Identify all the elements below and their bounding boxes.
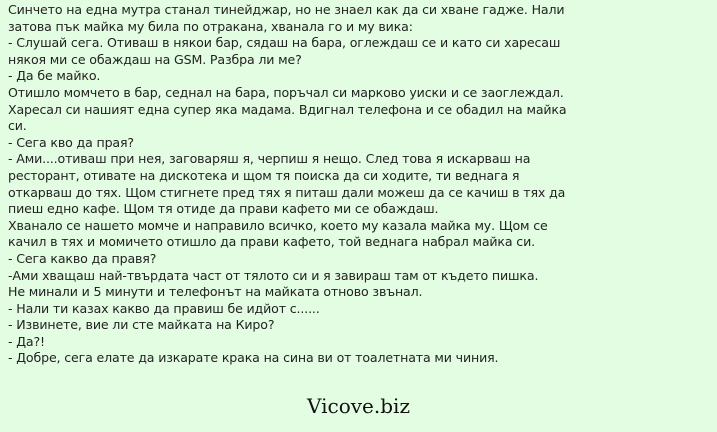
text-line: - Да бе майко.: [8, 68, 101, 84]
text-line: - Слушай сега. Отиваш в някои бар, сядаш на бара, оглеждаш се и като си харесаш: [8, 35, 561, 51]
text-line: Синчето на една мутра станал тинейджар, но не знаел как да си хване гадже. Нали: [8, 2, 565, 17]
text-line: - Добре, сега елате да изкарате крака на сина ви от тоалетната ми чиния.: [8, 350, 499, 366]
text-line: - Сега какво да правя?: [8, 250, 157, 266]
text-line: ресторант, отивате на дискотека и щом тя поиска да си ходите, ти веднага я: [8, 167, 520, 183]
text-line: затова пък майка му била по отракана, хванала го и му вика:: [8, 18, 413, 34]
text-line: Хванало се нашето момче и направило всичко, което му казала майка му. Щом се: [8, 217, 548, 233]
text-line: -Ами хващаш най-твърдата част от тялото си и я завираш там от където пишка.: [8, 267, 539, 283]
text-line: - Сега кво да прая?: [8, 134, 134, 150]
text-line: някоя ми се обаждаш на GSM. Разбра ли ме?: [8, 51, 302, 67]
joke-text: [8, 2, 713, 367]
text-line: откарваш до тях. Щом стигнете пред тях я питаш дали можеш да се качиш в тях да: [8, 184, 566, 200]
text-line: пиеш едно кафе. Щом тя отиде да прави кафето ми се обаждаш.: [8, 201, 439, 217]
text-line: Не минали и 5 минути и телефонът на майката отново звънал.: [8, 284, 423, 300]
text-line: - Ами....отиваш при нея, заговаряш я, черпиш я нещо. След това я искарваш на: [8, 151, 531, 167]
text-line: - Извинете, вие ли сте майката на Киро?: [8, 317, 275, 333]
text-line: Отишло момчето в бар, седнал на бара, поръчал си марково уиски и се заоглеждал.: [8, 84, 564, 100]
text-line: - Да?!: [8, 333, 45, 349]
text-line: Харесал си нашият една супер яка мадама. Вдигнал телефона и се обадил на майка: [8, 101, 567, 117]
site-name: Vicove.biz: [307, 394, 410, 418]
text-line: - Нали ти казах какво да правиш бе идйот с......: [8, 300, 320, 316]
text-line: си.: [8, 118, 27, 134]
text-line: качил в тях и момичето отишло да прави кафето, той веднага набрал майка си.: [8, 234, 535, 250]
